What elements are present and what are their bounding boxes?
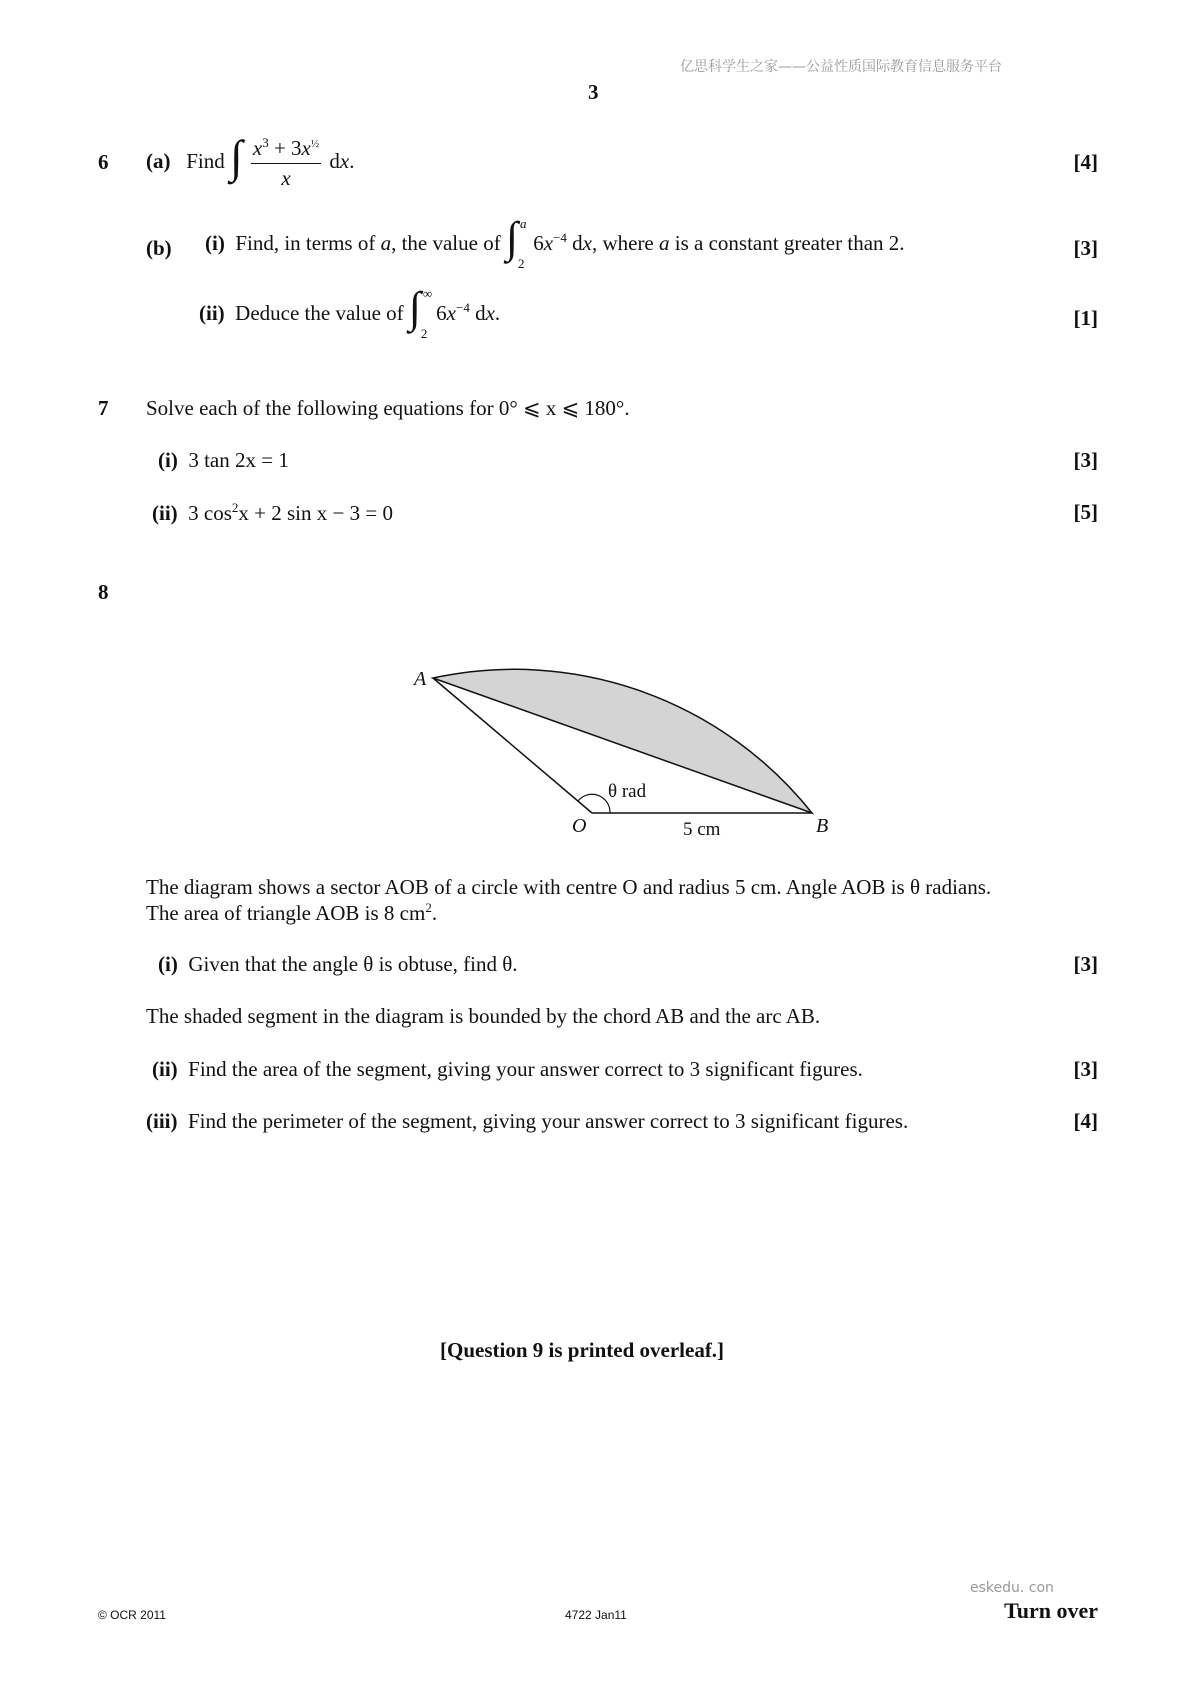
q8i-marks: [3] xyxy=(1073,952,1098,976)
q6-number: 6 xyxy=(98,150,109,174)
q6a-integrand: $\frac{x^3 + 3x^{\frac{1}{2}}}{x}$ xyxy=(252,135,320,191)
q8iii-marks: [4] xyxy=(1073,1109,1098,1133)
label-o: O xyxy=(572,815,587,837)
watermark-text: 亿思科学生之家——公益性质国际教育信息服务平台 xyxy=(680,59,1002,75)
q8i-line: (i) Given that the angle θ is obtuse, find θ. xyxy=(158,952,518,976)
radius-label: 5 cm xyxy=(683,819,721,840)
turn-over: Turn over xyxy=(1004,1598,1098,1623)
angle-label: θ rad xyxy=(608,781,647,802)
q7ii-marks: [5] xyxy=(1073,500,1098,524)
footer-copyright: © OCR 2011 xyxy=(98,1608,166,1622)
q7ii-line: (ii) 3 $\cos^2x + 2$ sin x − 3 = 0 xyxy=(152,500,393,525)
integral-sign: ∫ xyxy=(230,131,243,182)
q6bii-marks: [1] xyxy=(1073,306,1098,330)
label-b: B xyxy=(816,815,829,837)
q7-number: 7 xyxy=(98,396,109,420)
q8iii-line: (iii) Find the perimeter of the segment, giving your answer correct to 3 significant figures. xyxy=(146,1109,909,1133)
q6bii-label: (ii) xyxy=(199,300,225,325)
footer-code: 4722 Jan11 xyxy=(565,1608,627,1622)
q7i-marks: [3] xyxy=(1073,448,1098,472)
site-watermark: eskedu. con xyxy=(970,1580,1054,1596)
label-a: A xyxy=(414,668,427,690)
integral-sign: ∫ ∞ 2 xyxy=(408,283,433,341)
page-number: 3 xyxy=(588,80,599,104)
q8-para1-line2: The area of triangle AOB is 8 $cm^2$. xyxy=(146,900,438,925)
q8-para2: The shaded segment in the diagram is bounded by the chord AB and the arc AB. xyxy=(146,1004,821,1028)
integral-sign: ∫ a 2 xyxy=(505,213,527,271)
q6b-label: (b) xyxy=(146,236,172,260)
q6bi-label: (i) xyxy=(205,230,225,255)
q7-intro: Solve each of the following equations for 0° ⩽ x ⩽ 180°. xyxy=(146,396,630,420)
q8-para1-line1: The diagram shows a sector AOB of a circle with centre O and radius 5 cm. Angle AOB is θ radians. xyxy=(146,875,992,899)
q6a-text: Find xyxy=(186,149,225,173)
q6bii-line: (ii) Deduce the value of ∫ ∞ 2 $6x^{-4}$ dx. xyxy=(199,283,501,341)
q6a-label: (a) xyxy=(146,149,171,173)
sector-diagram xyxy=(400,585,840,845)
overleaf-notice: [Question 9 is printed overleaf.] xyxy=(440,1338,725,1362)
q8-number: 8 xyxy=(98,580,109,604)
q6a-line: (a) Find ∫ $\frac{x^3 + 3x^{\frac{1}{2}}}{x}$ dx. xyxy=(146,131,355,191)
q8ii-marks: [3] xyxy=(1073,1057,1098,1081)
q7i-line: (i) 3 tan 2x = 1 xyxy=(158,448,289,472)
angle-arc xyxy=(578,794,610,813)
q6bi-line: (i) Find, in terms of a, the value of ∫ a 2 $6x^{-4}$ dx, where a is a constant greater than 2. xyxy=(205,213,905,271)
q8ii-line: (ii) Find the area of the segment, giving your answer correct to 3 significant figures. xyxy=(152,1057,863,1081)
q6a-marks: [4] xyxy=(1073,150,1098,174)
q6bi-marks: [3] xyxy=(1073,236,1098,260)
